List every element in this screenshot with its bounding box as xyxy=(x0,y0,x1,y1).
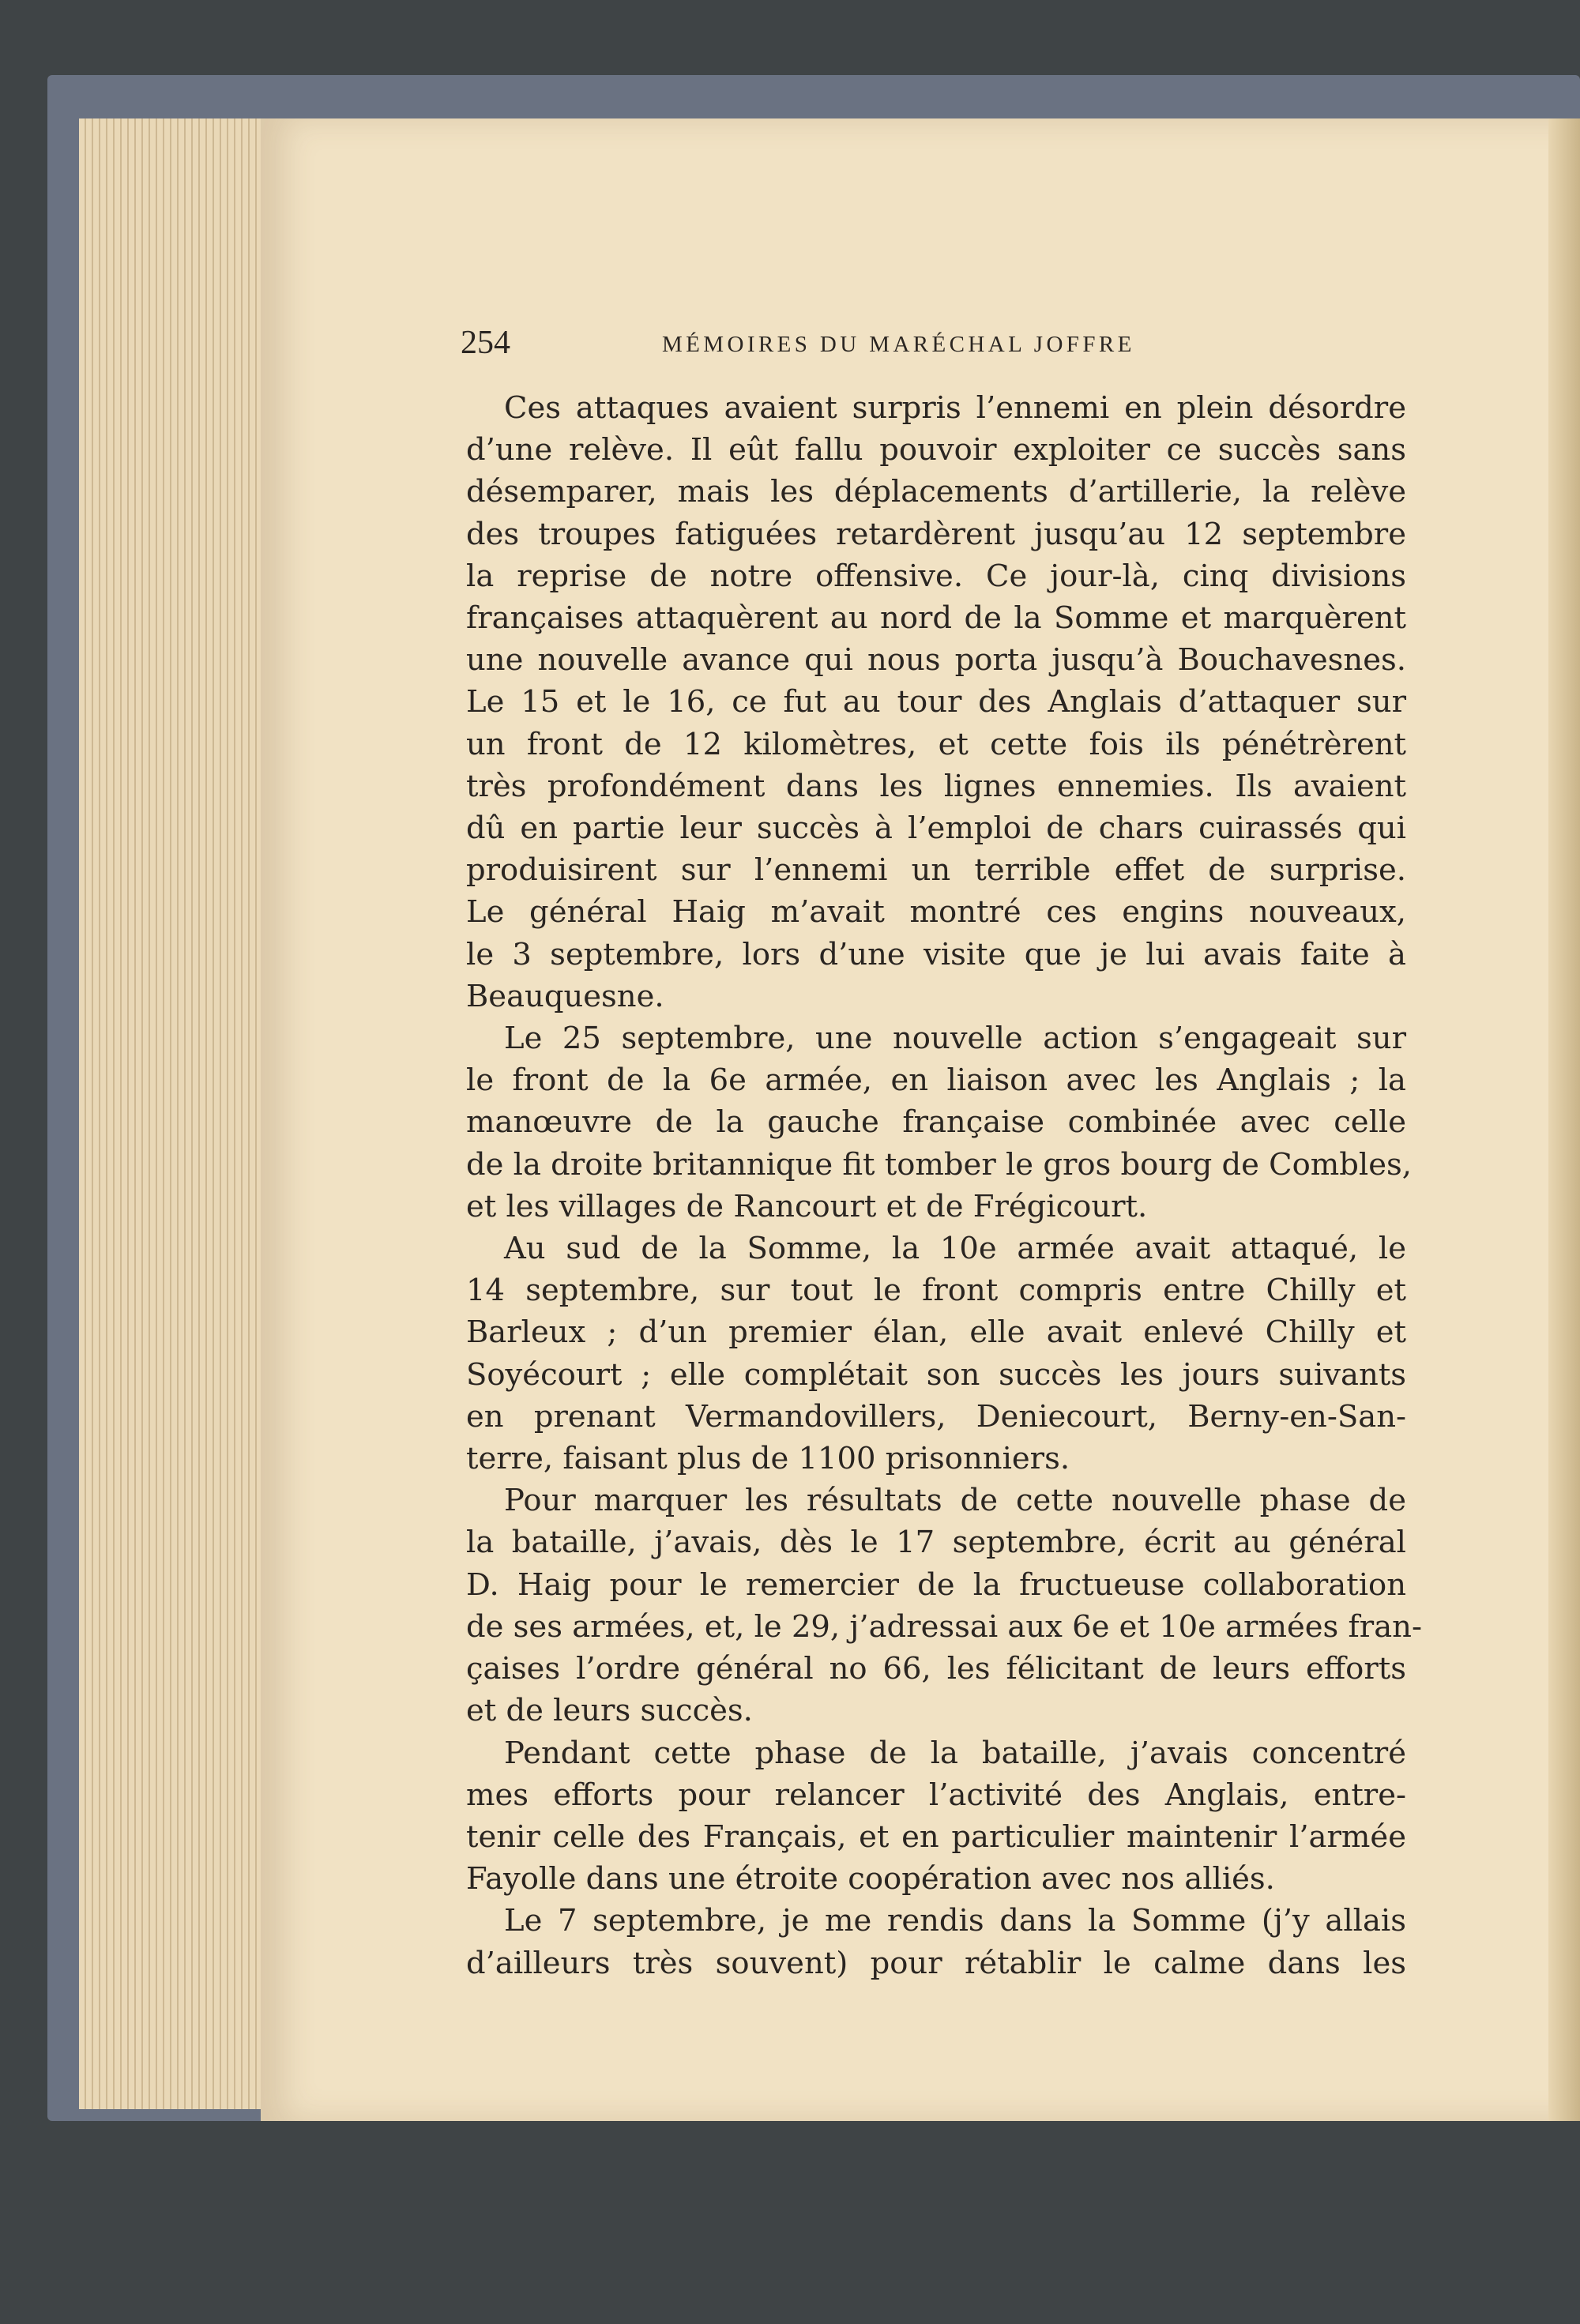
text-line: dû en partie leur succès à l’emploi de chars cuirassés qui xyxy=(466,810,1406,847)
page-gutter xyxy=(1548,118,1580,2121)
text-line: françaises attaquèrent au nord de la Somme et marquèrent xyxy=(466,600,1406,637)
text-line: Pendant cette phase de la bataille, j’avais concentré xyxy=(504,1735,1406,1771)
page-number: 254 xyxy=(461,325,510,361)
text-line: çaises l’ordre général no 66, les félicitant de leurs efforts xyxy=(466,1651,1406,1687)
text-line: d’ailleurs très souvent) pour rétablir le calme dans les xyxy=(466,1945,1406,1981)
text-line: terre, faisant plus de 1100 prisonniers. xyxy=(466,1441,1070,1477)
running-title: MÉMOIRES DU MARÉCHAL JOFFRE xyxy=(662,332,1135,357)
text-line: Au sud de la Somme, la 10e armée avait attaqué, le xyxy=(504,1231,1406,1267)
body-text xyxy=(466,387,1422,1984)
text-line: produisirent sur l’ennemi un terrible effet de surprise. xyxy=(466,852,1406,889)
text-line: la bataille, j’avais, dès le 17 septembre, écrit au général xyxy=(466,1525,1406,1561)
text-line: un front de 12 kilomètres, et cette fois ils pénétrèrent xyxy=(466,726,1406,762)
text-line: la reprise de notre offensive. Ce jour-là, cinq divisions xyxy=(466,558,1406,594)
text-line: de ses armées, et, le 29, j’adressai aux 6e et 10e armées fran- xyxy=(466,1608,1422,1645)
text-line: de la droite britannique fit tomber le gros bourg de Combles, xyxy=(466,1146,1412,1183)
text-line: Barleux ; d’un premier élan, elle avait enlevé Chilly et xyxy=(466,1314,1406,1351)
text-line: 14 septembre, sur tout le front compris entre Chilly et xyxy=(466,1273,1406,1309)
text-line: Le général Haig m’avait montré ces engins nouveaux, xyxy=(466,894,1406,931)
text-line: Ces attaques avaient surpris l’ennemi en plein désordre xyxy=(504,390,1406,426)
text-line: des troupes fatiguées retardèrent jusqu’au 12 septembre xyxy=(466,516,1406,552)
text-line: Soyécourt ; elle complétait son succès les jours suivants xyxy=(466,1356,1406,1393)
text-line: une nouvelle avance qui nous porta jusqu’à Bouchavesnes. xyxy=(466,642,1406,679)
text-line: le 3 septembre, lors d’une visite que je lui avais faite à xyxy=(466,936,1406,972)
text-line: D. Haig pour le remercier de la fructueuse collaboration xyxy=(466,1566,1406,1603)
text-line: désemparer, mais les déplacements d’artillerie, la relève xyxy=(466,474,1406,510)
text-line: en prenant Vermandovillers, Deniecourt, Berny-en-San- xyxy=(466,1398,1406,1435)
text-line: manœuvre de la gauche française combinée avec celle xyxy=(466,1104,1406,1141)
text-line: Le 25 septembre, une nouvelle action s’engageait sur xyxy=(504,1021,1406,1057)
text-line: Le 7 septembre, je me rendis dans la Somme (j’y allais xyxy=(504,1903,1406,1939)
text-line: Fayolle dans une étroite coopération avec nos alliés. xyxy=(466,1861,1275,1897)
text-line: Pour marquer les résultats de cette nouvelle phase de xyxy=(504,1483,1406,1519)
text-line: tenir celle des Français, et en particulier maintenir l’armée xyxy=(466,1818,1406,1855)
text-line: mes efforts pour relancer l’activité des Anglais, entre- xyxy=(466,1777,1406,1813)
text-line: Le 15 et le 16, ce fut au tour des Anglais d’attaquer sur xyxy=(466,684,1406,720)
text-line: d’une relève. Il eût fallu pouvoir exploiter ce succès sans xyxy=(466,432,1406,468)
text-line: et les villages de Rancourt et de Frégicourt. xyxy=(466,1188,1148,1224)
text-line: et de leurs succès. xyxy=(466,1693,753,1729)
page-header xyxy=(461,318,1405,373)
text-line: très profondément dans les lignes ennemies. Ils avaient xyxy=(466,768,1406,804)
text-line: Beauquesne. xyxy=(466,978,664,1014)
text-line: le front de la 6e armée, en liaison avec les Anglais ; la xyxy=(466,1062,1406,1099)
